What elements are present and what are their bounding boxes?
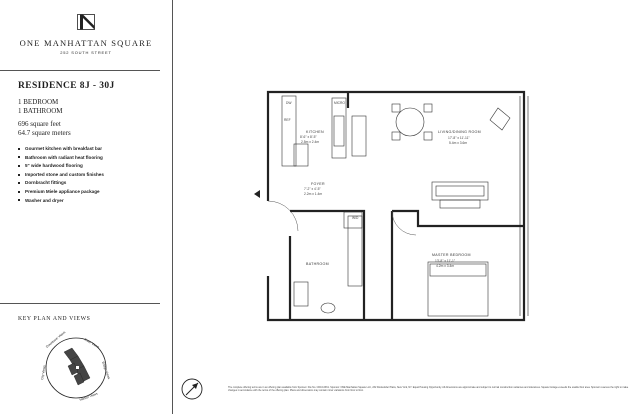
info-panel — [0, 0, 173, 414]
view-label: Harbor Views — [78, 391, 99, 402]
key-plan-diagram — [38, 330, 114, 406]
bedroom-dim-m: 4.2m x 3.4m — [436, 264, 455, 268]
bedroom-dim-ft: 13'-8" x 11'-1" — [435, 259, 456, 263]
kitchen-dim-m: 2.5m x 2.4m — [301, 140, 320, 144]
feature-item: Washer and dryer — [18, 197, 104, 206]
foyer-dim-m: 2.2m x 1.4m — [304, 192, 323, 196]
bathroom-count: 1 BATHROOM — [18, 107, 63, 115]
bullet-icon — [18, 199, 20, 201]
feature-item: Dornbracht fittings — [18, 179, 104, 188]
view-label: Downtown Views — [45, 330, 67, 349]
feature-list — [18, 145, 104, 205]
bullet-icon — [18, 148, 20, 150]
living-dim-ft: 17'-8" x 11'-11" — [448, 136, 470, 140]
kitchen-dim-ft: 8'-6" x 8'-5" — [300, 135, 317, 139]
room-label-foyer: FOYER — [311, 182, 325, 186]
area-square-feet: 696 square feet — [18, 120, 61, 128]
feature-item: Gourmet kitchen with breakfast bar — [18, 145, 104, 154]
living-dim-m: 5.4m x 3.6m — [449, 141, 468, 145]
feature-item: 5" wide hardwood flooring — [18, 162, 104, 171]
brand-address: 252 SOUTH STREET — [60, 50, 112, 55]
bullet-icon — [18, 156, 20, 158]
bedroom-count: 1 BEDROOM — [18, 98, 59, 106]
feature-item: Imported stone and custom finishes — [18, 171, 104, 180]
brand-name: ONE MANHATTAN SQUARE — [19, 38, 153, 48]
foyer-dim-ft: 7'-2" x 4'-5" — [304, 187, 321, 191]
floor-plan-drawing — [252, 86, 538, 326]
bullet-icon — [18, 191, 20, 193]
room-label-bedroom: MASTER BEDROOM — [432, 253, 471, 257]
divider — [0, 70, 160, 71]
room-label-living: LIVING/DINING ROOM — [438, 130, 481, 134]
microwave-label: MICRO — [334, 101, 345, 105]
refrigerator-label: REF — [284, 118, 291, 122]
feature-item: Bathroom with radiant heat flooring — [18, 154, 104, 163]
room-label-kitchen: KITCHEN — [306, 130, 324, 134]
area-square-meters: 64.7 square meters — [18, 129, 71, 137]
view-label: River Views — [83, 337, 101, 350]
washer-dryer-label: W/D — [352, 216, 359, 220]
north-arrow-icon — [180, 377, 204, 401]
residence-title: RESIDENCE 8J - 30J — [18, 81, 115, 91]
dishwasher-label: DW — [286, 101, 292, 105]
room-label-bathroom: BATHROOM — [306, 262, 329, 266]
feature-item: Premium Miele appliance package — [18, 188, 104, 197]
view-label: City Views — [40, 364, 47, 381]
divider — [0, 303, 160, 304]
view-label: Bridge Views — [101, 360, 112, 380]
bullet-icon — [18, 182, 20, 184]
bullet-icon — [18, 165, 20, 167]
bullet-icon — [18, 174, 20, 176]
legal-disclaimer: The complete offering terms are in an offering plan available from Sponsor. File No. CD16-0361. Sponsor: ONE Manhattan Square LLC, 232 Rockefeller Plaza, New York, NY. Equal Housing Opportunity. All dimensions are approximate and subject to normal construction variances and tolerances. Square footage exceeds the usable floor area. Sponsor reserves the right to make changes in accordance with the terms of the offering plan. Plans and dimensions may contain minor variations from floor to floor. — [228, 386, 629, 392]
key-plan-title: KEY PLAN AND VIEWS — [18, 316, 91, 322]
brand-logo-icon — [77, 14, 95, 30]
